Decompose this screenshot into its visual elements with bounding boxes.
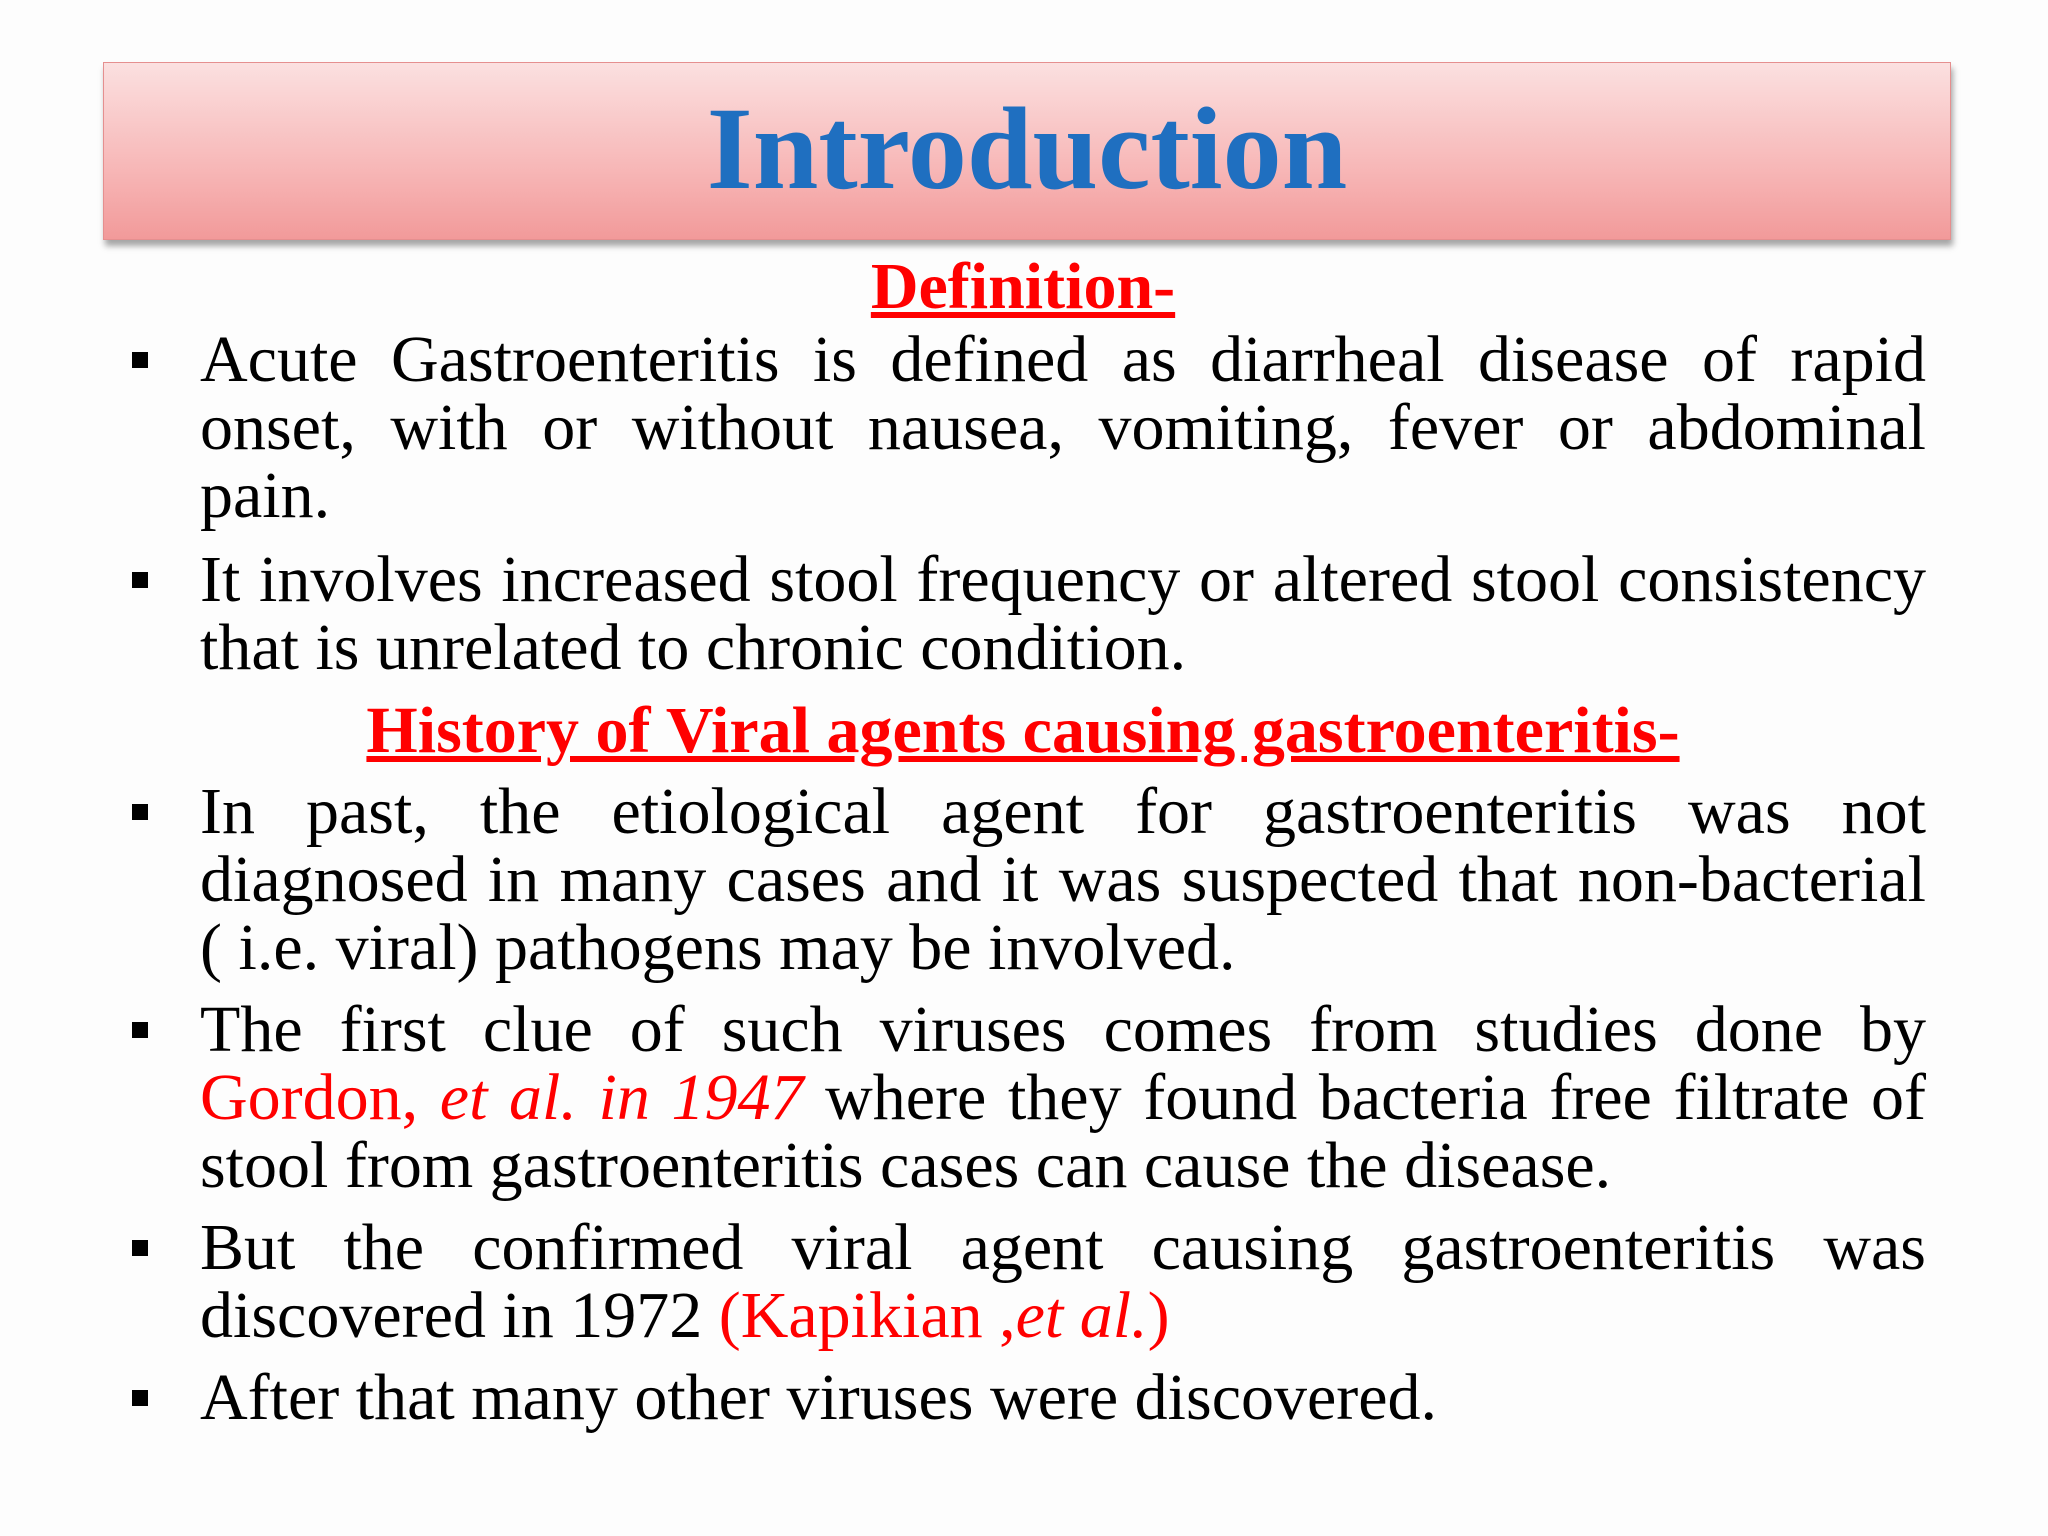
definition-heading: Definition-	[870, 250, 1176, 323]
bullet-item	[120, 1361, 1926, 1434]
bullet-text: It involves increased stool frequency or altered stool consistency that is unrelated to chronic condition.	[200, 543, 1926, 684]
square-bullet-icon	[132, 1390, 148, 1406]
slide-title: Introduction	[706, 83, 1348, 214]
citation-italic: et al. in 1947	[439, 1061, 804, 1134]
bullet-text: But the confirmed viral agent causing gastroenteritis was discovered in 1972	[200, 1211, 1926, 1352]
bullet-item	[120, 323, 1926, 532]
citation-open: (Kapikian ,	[718, 1279, 1016, 1352]
bullet-text-cont: where they found bacteria free filtrate of stool from gastroenteritis cases can cause the disease.	[200, 1061, 1926, 1202]
bullet-item	[120, 993, 1926, 1202]
bullet-item	[120, 1211, 1926, 1352]
bullet-text: In past, the etiological agent for gastroenteritis was not diagnosed in many cases and it was suspected that non-bacterial ( i.e. viral) pathogens may be involved.	[200, 775, 1926, 984]
square-bullet-icon	[132, 1240, 148, 1256]
citation-name: Gordon,	[200, 1061, 440, 1134]
citation-close: )	[1147, 1279, 1170, 1352]
square-bullet-icon	[132, 1022, 148, 1038]
title-banner	[103, 62, 1951, 240]
square-bullet-icon	[132, 352, 148, 368]
bullet-item	[120, 543, 1926, 684]
bullet-text: The first clue of such viruses comes from studies done by	[200, 993, 1926, 1066]
square-bullet-icon	[132, 572, 148, 588]
square-bullet-icon	[132, 804, 148, 820]
slide-content	[120, 252, 1926, 1432]
citation-italic: et al.	[1015, 1279, 1148, 1352]
history-heading: History of Viral agents causing gastroenteritis-	[366, 694, 1680, 767]
bullet-text: After that many other viruses were discovered.	[200, 1361, 1438, 1434]
bullet-text: Acute Gastroenteritis is defined as diarrheal disease of rapid onset, with or without nausea, vomiting, fever or abdominal pain.	[200, 323, 1926, 532]
bullet-item	[120, 775, 1926, 984]
